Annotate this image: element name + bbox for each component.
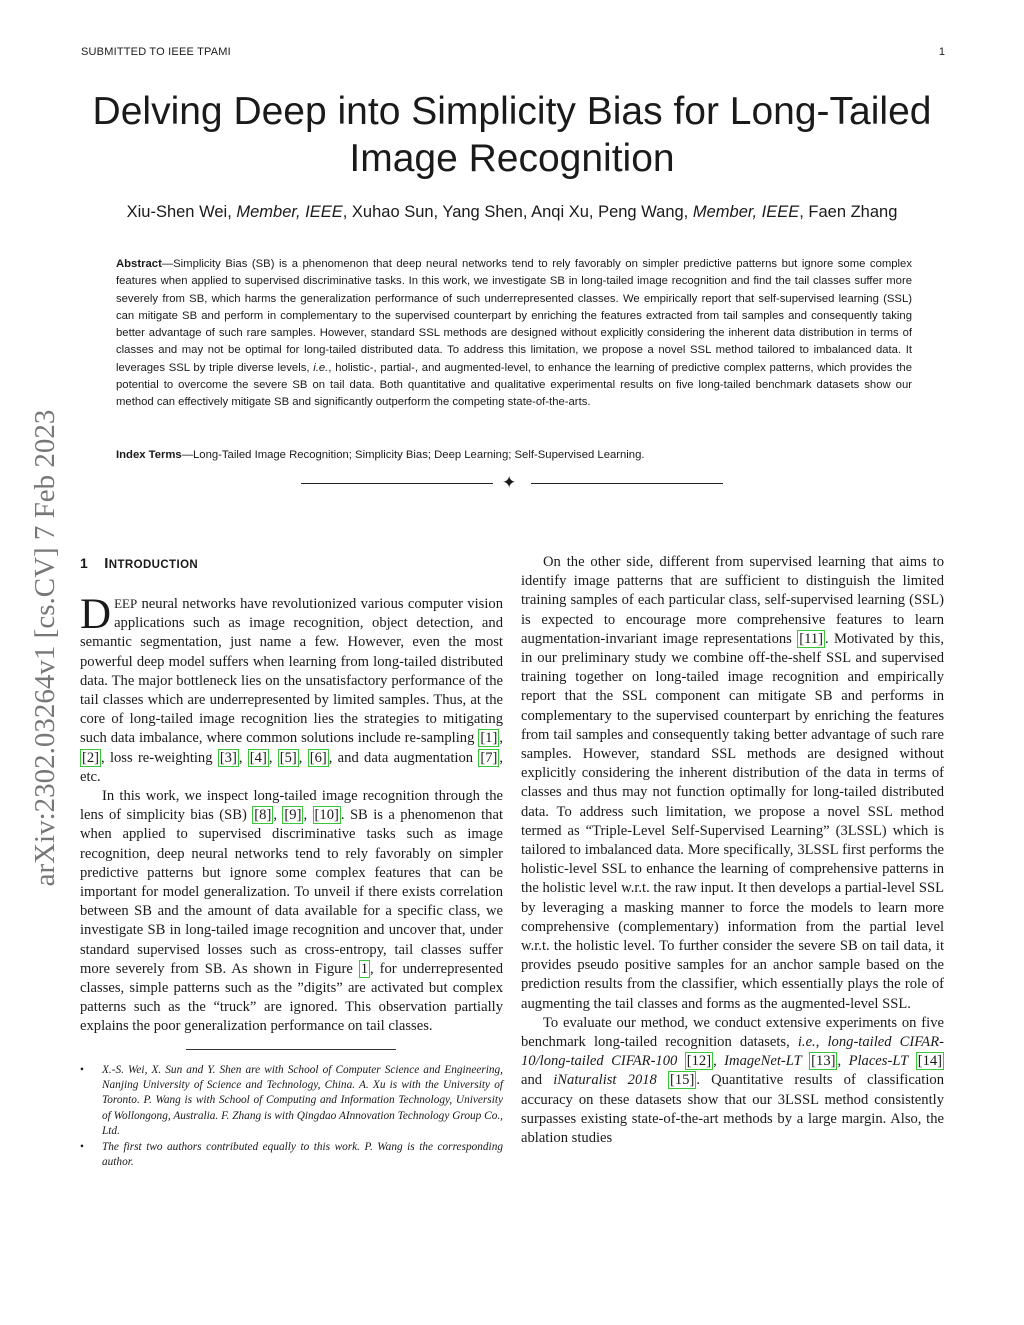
citation-link[interactable]: [11]: [799, 630, 823, 647]
section-title-initial: I: [104, 555, 109, 572]
paragraph-text: and: [521, 1072, 554, 1089]
footnote-text: The first two authors contributed equally to this work. P. Wang is the corresponding author.: [102, 1141, 503, 1169]
dataset-name: iNaturalist 2018: [553, 1072, 657, 1089]
section-title-rest: NTRODUCTION: [108, 559, 199, 571]
footnote-text: X.-S. Wei, X. Sun and Y. Shen are with School of Computer Science and Engineering, Nanjing University of Science and Technology, China. A. Xu is with the University of Toronto. P. Wang is with School of Computing and Information Technology, University of Wollongong, Australia. F. Zhang is with Qingdao AInnovation Technology Group Co., Ltd.: [102, 1063, 503, 1137]
author-text: , Faen Zhang: [799, 203, 898, 221]
bullet-icon: •: [80, 1141, 84, 1154]
intro-paragraph-3: [521, 553, 944, 1014]
running-head: SUBMITTED TO IEEE TPAMI: [81, 46, 231, 58]
dataset-name: long-tailed CIFAR-10/long-tailed CIFAR-100: [521, 1034, 944, 1070]
bullet-icon: •: [80, 1063, 84, 1076]
separator-line-left: [301, 483, 493, 484]
paragraph-text: To evaluate our method, we conduct extensive experiments on five benchmark long-tailed recognition datasets,: [521, 1014, 944, 1051]
paper-title: Delving Deep into Simplicity Bias for Long-Tailed Image Recognition: [92, 90, 932, 180]
paragraph-text: , etc.: [80, 749, 504, 785]
index-terms-label: Index Terms: [116, 449, 182, 461]
paragraph-text: , and data augmentation: [328, 749, 479, 766]
citation-link[interactable]: [14]: [917, 1053, 943, 1070]
page-number: 1: [938, 46, 945, 58]
citation-link[interactable]: [1]: [480, 730, 498, 747]
paragraph-text: ,: [815, 1034, 828, 1051]
citation-link[interactable]: [6]: [309, 749, 327, 766]
footnote-rule: [186, 1049, 396, 1050]
citation-link[interactable]: [3]: [219, 749, 237, 766]
abstract-ie: i.e.: [313, 361, 329, 374]
dataset-name: ImageNet-LT: [724, 1053, 802, 1070]
footnote-item: [80, 1140, 503, 1171]
citation-link[interactable]: [13]: [811, 1053, 836, 1070]
paragraph-text: On the other side, different from supervised learning that aims to identify image patterns that are sufficient to distinguish the limited training samples of each particular class, self-supervised learning (SSL) is expected to encourage more comprehensive features to learn augmentation-invariant image representations: [521, 554, 944, 647]
footnotes: [80, 1063, 503, 1171]
figure-link[interactable]: 1: [360, 960, 369, 977]
paragraph-italic: i.e.: [797, 1034, 816, 1051]
abstract-text: , holistic-, partial-, and augmented-level, to enhance the learning of predictive complex patterns, which provides the potential to overcome the severe SB on tail data. Both quantitative and qualitative experimental results on five long-tailed benchmark datasets show our method can effectively mitigate SB and significantly outperform the competing state-of-the-arts.: [116, 361, 912, 409]
paragraph-text: . SB is a phenomenon that when applied to supervised discriminative tasks such as image recognition, deep neural networks tend to rely favorably on simpler predictive patterns but ignore some complex features that can be important for model generalization. To unveil if there exists correlation between SB and the amount of data available for a specific class, we investigate SB in long-tailed image recognition and uncover that, under standard supervised losses such as cross-entropy, tail classes suffer more severely from SB. As shown in Figure: [80, 807, 503, 977]
citation-link[interactable]: [2]: [82, 749, 100, 766]
right-column: [521, 553, 944, 1148]
author-text: Xiu-Shen Wei,: [126, 203, 237, 221]
author-list: [60, 203, 964, 222]
paragraph-text: In this work, we inspect long-tailed image recognition through the lens of simplicity bias (SB): [80, 788, 503, 824]
section-heading: [80, 555, 503, 572]
citation-link[interactable]: [8]: [254, 807, 272, 824]
abstract: [116, 256, 912, 412]
paragraph-text: ,: [837, 1053, 849, 1070]
index-terms-text: —Long-Tailed Image Recognition; Simplicity Bias; Deep Learning; Self-Supervised Learning.: [181, 449, 645, 461]
paragraph-text: . Quantitative results of classification accuracy on these datasets show that our 3LSSL method consistently surpasses existing state-of-the-art methods by a large margin. Also, the ablation studies: [521, 1072, 944, 1147]
section-separator: [301, 474, 723, 494]
paragraph-text: , loss re-weighting: [101, 749, 218, 766]
citation-link[interactable]: [9]: [284, 807, 302, 824]
citation-link[interactable]: [5]: [279, 749, 297, 766]
separator-diamond-icon: ✦: [502, 473, 517, 493]
citation-link[interactable]: [10]: [314, 807, 339, 824]
author-role: Member, IEEE: [692, 203, 800, 221]
paragraph-text: , for underrepresented classes, simple patterns such as the ”digits” are activated but complex patterns such as the “truck” are ignored. This observation partially explains the poor generalization performance on tail classes.: [80, 960, 503, 1035]
intro-paragraph-1: DEEP neural networks have revolutionized various computer vision applications such as image recognition, object detection, and semantic segmentation, just name a few. However, even the most powerful deep model suffers when learning from long-tailed distributed data. The major bottleneck lies on the unsatisfactory performance of the tail classes which are underrepresented by limited samples. Thus, at the core of long-tailed image recognition lies the strategies to mitigating such data imbalance, where common solutions include re-sampling [1] , [2] , loss re-weighting [3] , [4] , [5] , [6] , and data augmentation [7] , etc.: [80, 591, 504, 785]
abstract-text: —Simplicity Bias (SB) is a phenomenon that deep neural networks tend to rely favorably on simpler predictive patterns but ignore some complex features when applied to supervised discriminative tasks. In this work, we investigate SB in long-tailed image recognition and find the tail classes suffer more severely from SB, which harms the generalization performance of such underrepresented classes. We empirically report that self-supervised learning (SSL) can mitigate SB and perform in complementary to the supervised counterpart by enriching the features extracted from tail samples and consequently taking better advantage of such rare samples. However, standard SSL methods are designed without explicitly considering the inherent data distribution in terms of classes and may not be optimal for long-tailed distributed data. To address this limitation, we propose a novel SSL method tailored to imbalanced data. It leverages SSL by triple diverse levels,: [116, 258, 912, 374]
paragraph-text: neural networks have revolutionized various computer vision applications such as image recognition, object detection, and semantic segmentation, just name a few. However, even the most powerful deep model suffers when learning from long-tailed distributed data. The major bottleneck lies on the unsatisfactory performance of the tail classes which are underrepresented by limited samples. Thus, at the core of long-tailed image recognition lies the strategies to mitigating such data imbalance, where common solutions include re-sampling: [80, 596, 503, 747]
citation-link[interactable]: [7]: [480, 749, 498, 766]
paragraph-text: ,: [713, 1053, 725, 1070]
citation-link[interactable]: [12]: [686, 1053, 712, 1070]
paragraph-text: . Motivated by this, in our preliminary study we combine off-the-shelf SSL and supervised training together on long-tailed image recognition and empirically report that the SSL component can mitigate SB and performs in complementary to the supervised counterpart by enriching the features from tail samples and consequently taking better advantage of such rare samples. However, standard SSL methods are designed without explicitly considering the inherent distribution of the data in terms of classes and thus may not function optimally for long-tailed distributed data. To address such limitation, we propose a novel SSL method termed as “Triple-Level Self-Supervised Learning” (3LSSL) which is tailored to imbalanced data. More specifically, 3LSSL first performs the holistic-level SSL to enhance the learning of comprehensive patterns in the holistic level w.r.t. the raw input. It then develops a partial-level SSL by leveraging a masking manner to force the models to learn more comprehensive (complementary) information from the partial level w.r.t. the holistic level. To further consider the severe SB on tail data, it provides pseudo positive samples for an anchor sample based on the prediction results from the classifier, which essentially plays the role of augmenting the tail classes and forms as the augmented-level SSL.: [521, 630, 944, 1012]
author-role: Member, IEEE: [236, 203, 343, 221]
citation-link[interactable]: [15]: [670, 1072, 695, 1089]
dropcap: D: [80, 591, 112, 638]
footnote-item: [80, 1063, 503, 1139]
dropcap-rest: EEP: [114, 596, 138, 611]
citation-link[interactable]: [4]: [249, 749, 267, 766]
left-column: [80, 553, 503, 1172]
intro-paragraph-4: [521, 1014, 944, 1148]
intro-paragraph-2: In this work, we inspect long-tailed image recognition through the lens of simplicity bias (SB) [8] , [9] , [10] . SB is a phenomenon that when applied to supervised discriminative tasks such as image recognition, deep neural networks tend to rely favorably on simpler predictive patterns but ignore some complex features that can be important for model generalization. To unveil if there exists correlation between SB and the amount of data available for a specific class, we investigate SB in long-tailed image recognition and uncover that, under standard supervised losses such as cross-entropy, tail classes suffer more severely from SB. As shown in Figure 1 , for underrepresented classes, simple patterns such as the ”digits” are activated but complex patterns such as the “truck” are ignored. This observation partially explains the poor generalization performance on tail classes.: [80, 788, 503, 1035]
separator-line-right: [531, 483, 723, 484]
author-text: , Xuhao Sun, Yang Shen, Anqi Xu, Peng Wang,: [342, 203, 693, 221]
index-terms: [116, 447, 912, 464]
dataset-name: Places-LT: [848, 1053, 909, 1070]
section-number: 1: [80, 555, 89, 571]
arxiv-stamp: arXiv:2302.03264v1 [cs.CV] 7 Feb 2023: [29, 409, 61, 887]
abstract-label: Abstract: [116, 258, 162, 270]
